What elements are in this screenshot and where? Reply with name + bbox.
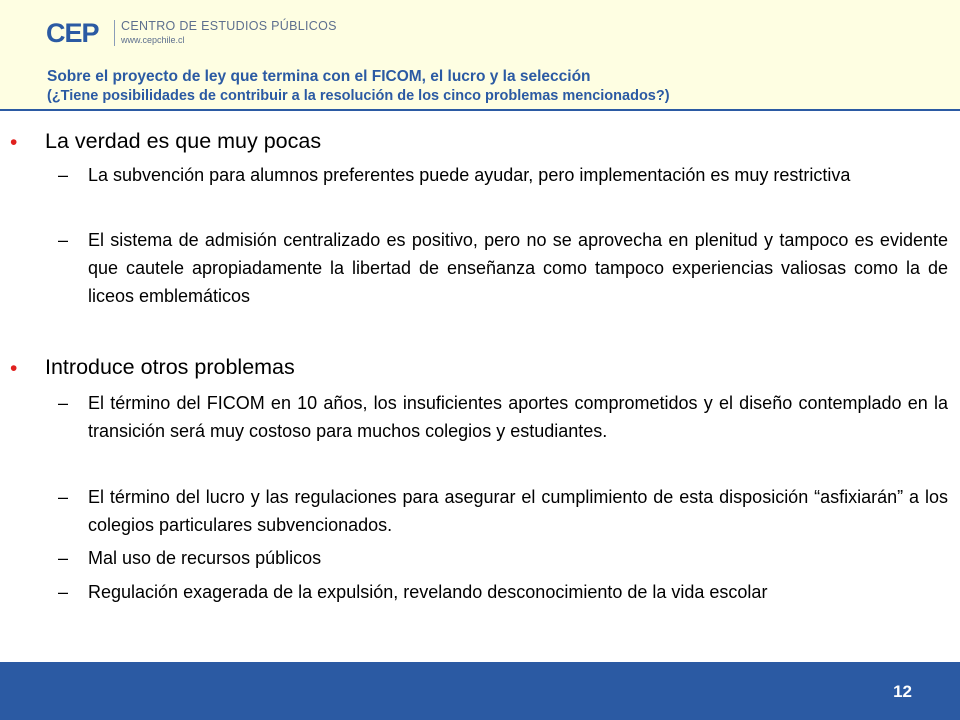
sub-bullet: Regulación exagerada de la expulsión, revelando desconocimiento de la vida escolar (88, 582, 768, 602)
sub-bullet-dash: – (58, 230, 69, 250)
slide-subtitle: (¿Tiene posibilidades de contribuir a la resolución de los cinco problemas mencionados?) (47, 88, 670, 104)
sub-bullet: El término del lucro y las regulaciones para asegurar el cumplimiento de esta disposición “asfixiarán” a los colegios particulares subvencionados. (88, 487, 948, 535)
slide-title: Sobre el proyecto de ley que termina con el FICOM, el lucro y la selección (47, 68, 591, 85)
page-number: 12 (893, 682, 912, 701)
sub-bullet-dash: – (58, 393, 69, 413)
sub-bullet-dash: – (58, 582, 69, 602)
sub-bullet: El término del FICOM en 10 años, los insuficientes aportes comprometidos y el diseño contemplado en la transición será muy costoso para muchos colegios y estudiantes. (88, 393, 948, 441)
bullet-marker: • (10, 357, 18, 380)
sub-bullet-dash: – (58, 487, 69, 507)
logo-name: CENTRO DE ESTUDIOS PÚBLICOS (121, 19, 337, 33)
slide-header (0, 0, 960, 110)
sub-bullet: El sistema de admisión centralizado es positivo, pero no se aprovecha en plenitud y tampoco es evidente que cautele apropiadamente la libertad de enseñanza como tampoco experiencias valiosas como la de liceos emblemáticos (88, 230, 948, 306)
slide-footer (0, 662, 960, 720)
logo-divider (114, 20, 115, 46)
sub-bullet-dash: – (58, 165, 69, 185)
logo-url: www.cepchile.cl (121, 35, 185, 45)
sub-bullet: Mal uso de recursos públicos (88, 548, 322, 568)
sub-bullet-dash: – (58, 548, 69, 568)
main-bullet: Introduce otros problemas (45, 355, 295, 379)
header-divider (0, 109, 960, 111)
sub-bullet: La subvención para alumnos preferentes puede ayudar, pero implementación es muy restrictiva (88, 165, 851, 185)
logo-mark: CEP (46, 18, 99, 48)
bullet-marker: • (10, 131, 18, 154)
main-bullet: La verdad es que muy pocas (45, 129, 322, 153)
